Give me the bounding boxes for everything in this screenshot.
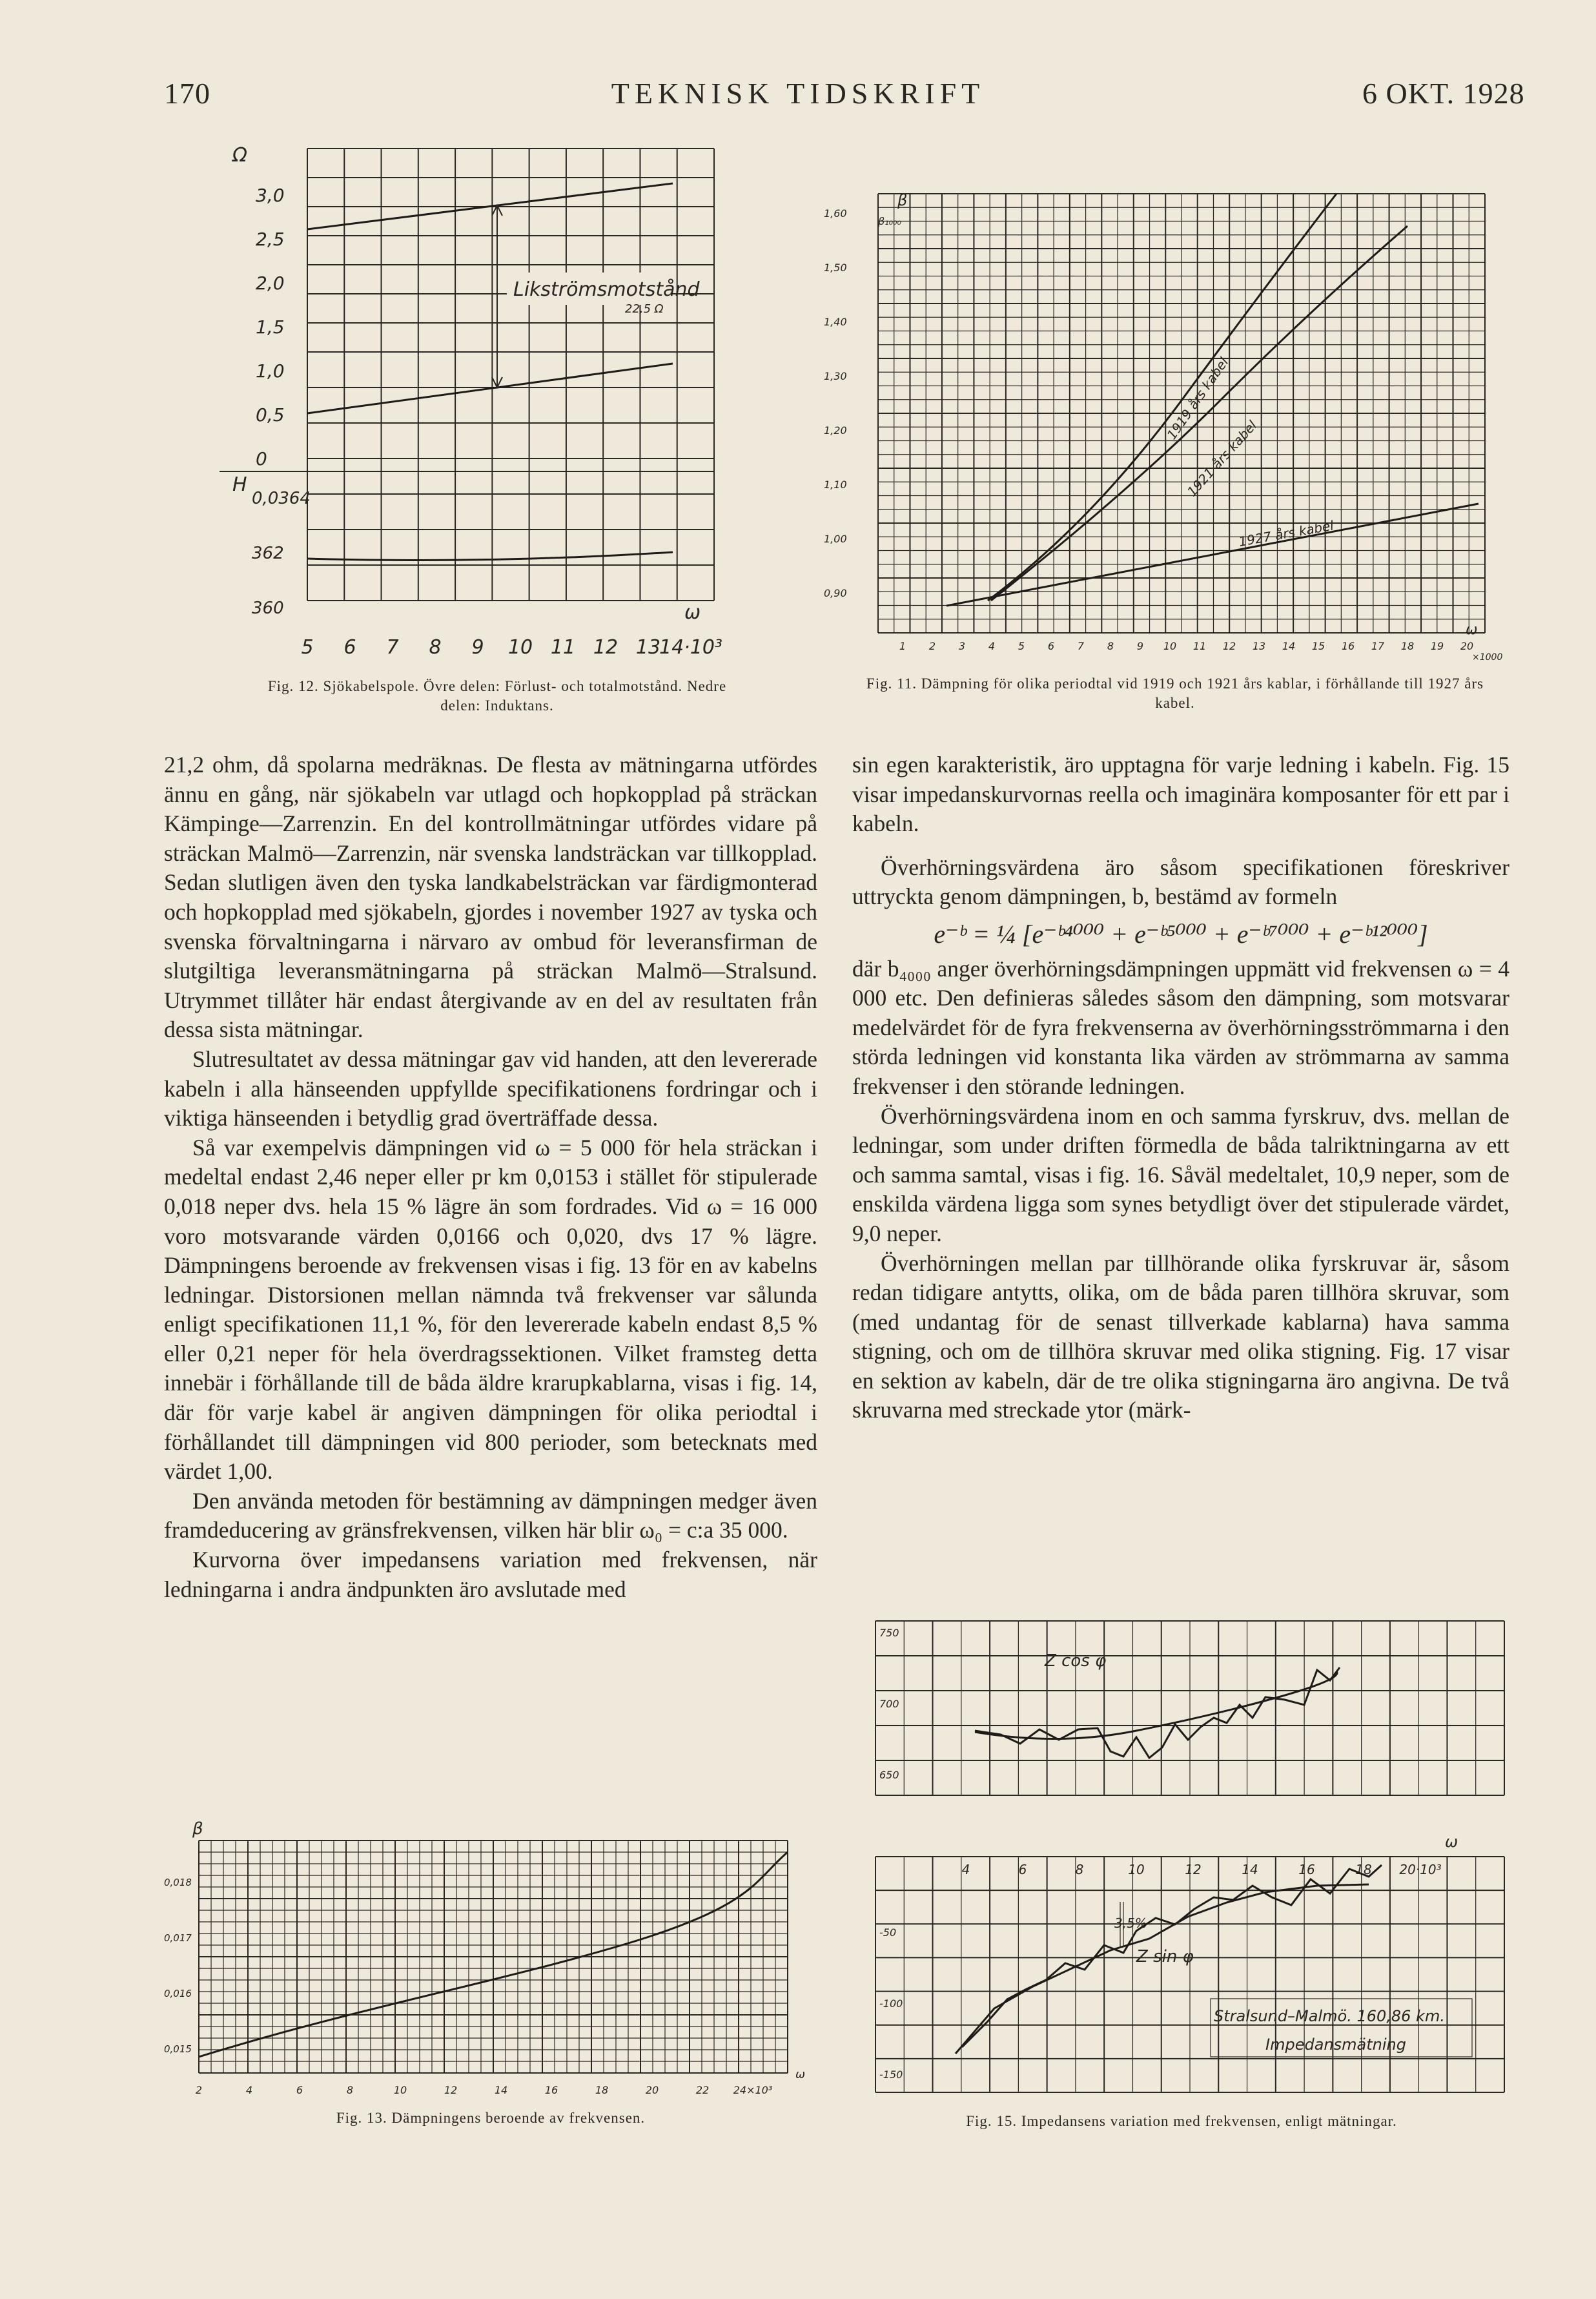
fig12-lower-tick: 0,0364 xyxy=(252,489,311,508)
fig11-x-tick: 5 xyxy=(1018,640,1025,652)
fig13-x-tick: 12 xyxy=(444,2084,458,2096)
right-column xyxy=(852,750,1509,1425)
crosstalk-formula: e⁻ᵇ = ¼ [e⁻ᵇ⁴⁰⁰⁰ + e⁻ᵇ⁵⁰⁰⁰ + e⁻ᵇ⁷⁰⁰⁰ + e⁻ᵇ¹²⁰⁰⁰] xyxy=(934,919,1428,949)
fig12-caption: Fig. 12. Sjökabelspole. Övre delen: Förlust- och totalmotstånd. Nedre delen: Induktans. xyxy=(267,678,727,714)
fig13-x-tick: 8 xyxy=(346,2084,354,2096)
fig15-upper-tick: 750 xyxy=(879,1627,899,1639)
fig11-x-tick: 7 xyxy=(1077,640,1085,652)
fig11-x-tick: 8 xyxy=(1107,640,1114,652)
fig13-y-tick: 0,016 xyxy=(164,1988,192,1999)
fig11-y-tick: 1,10 xyxy=(824,479,847,491)
fig11-x-unit: ω xyxy=(1466,622,1478,638)
journal-title: TEKNISK TIDSKRIFT xyxy=(611,77,985,110)
fig15-lower-tick: -50 xyxy=(879,1926,897,1939)
fig15-caption: Fig. 15. Impedansens variation med frekvensen, enligt mätningar. xyxy=(966,2113,1397,2129)
fig12-x-tick: 13 xyxy=(635,636,661,659)
fig15-x-tick: 6 xyxy=(1018,1862,1027,1877)
left-paragraph-5: Kurvorna över impedansens variation med frekvensen, när ledningarna i andra ändpunkten äro avslutade med xyxy=(164,1547,817,1602)
fig11-x-tick: 14 xyxy=(1282,640,1296,652)
fig15-x-tick: 10 xyxy=(1128,1862,1145,1877)
left-column xyxy=(164,750,817,1604)
fig11-x-tick: 20 xyxy=(1460,640,1474,652)
grid-lines xyxy=(307,149,714,352)
fig11-y-tick: 1,00 xyxy=(824,533,847,545)
fig15-x-tick: 18 xyxy=(1355,1862,1372,1877)
fig15-x-tick: 20·10³ xyxy=(1399,1862,1442,1877)
fig12-x-tick: 7 xyxy=(386,636,399,659)
fig12-x-tick: 14·10³ xyxy=(659,636,722,659)
fig13-x-tick: 14 xyxy=(494,2084,508,2096)
fig15-x-tick: 8 xyxy=(1075,1862,1084,1877)
fig11-series-1921: 1921 års kabel xyxy=(1183,417,1260,500)
fig11-series-1919: 1919 års kabel xyxy=(1163,355,1232,442)
fig13-x-tick: 18 xyxy=(595,2084,609,2096)
fig15-x-tick: 4 xyxy=(961,1862,970,1877)
fig15-x-unit: ω xyxy=(1445,1833,1458,1851)
fig12-upper-tick: 3,0 xyxy=(256,185,285,206)
fig13-chart xyxy=(161,1815,826,2099)
fig11-x-tick: 13 xyxy=(1252,640,1266,652)
left-paragraph-2: Slutresultatet av dessa mätningar gav vid handen, att den levererade kabeln i alla hänseenden uppfyllde specifikationens fordringar och i viktiga hänseenden i betydlig grad överträffade dessa. xyxy=(164,1046,817,1131)
fig12-x-unit: ω xyxy=(684,601,701,624)
fig11-y-tick: 1,20 xyxy=(824,424,847,437)
fig11-y-label: β xyxy=(897,191,908,209)
page-number: 170 xyxy=(164,77,210,110)
fig12-x-tick: 5 xyxy=(301,636,314,659)
fig11-x-tick: 3 xyxy=(958,640,966,652)
fig13-x-tick: 20 xyxy=(645,2084,659,2096)
fig12-upper-tick: 1,0 xyxy=(256,360,285,382)
fig15-label-pct: 3,5% xyxy=(1114,1915,1147,1931)
grid-lines xyxy=(875,1621,1504,1795)
fig11-x-tick: 2 xyxy=(928,640,936,652)
fig15-upper-tick: 700 xyxy=(879,1698,899,1710)
fig12-x-tick: 9 xyxy=(471,636,484,659)
fig13-caption: Fig. 13. Dämpningens beroende av frekvensen. xyxy=(336,2110,646,2126)
fig12-annotation: Likströmsmotstånd xyxy=(513,278,700,301)
fig11-x-tick: 18 xyxy=(1400,640,1415,652)
left-paragraph-1: 21,2 ohm, då spolarna medräknas. De flesta av mätningarna utfördes ännu en gång, när sjökabeln var utlagd och hopkopplad på sträckan Kämpinge—Zarrenzin. En del kontrollmätningar utfördes vidare på sträckan Malmö—Zarrenzin, när svenska landsträckan var tillkopplad. Sedan slutligen även den tyska landkabelsträckan var färdigmonterad och hopkopplad med sjökabeln, gjordes i november 1927 av tyska och svenska förvaltningarna i närvaro av ombud för leveransfirman de slutgiltiga leveransmätningarna på sträckan Malmö—Stralsund. Utrymmet tillåter här endast återgivande av en del av resultaten från dessa sista mätningar. xyxy=(164,752,817,1043)
fig13-x-tick: 16 xyxy=(544,2084,558,2096)
fig12-upper-unit: Ω xyxy=(232,144,247,167)
fig11-x-tick: 15 xyxy=(1311,640,1325,652)
fig15-x-tick: 14 xyxy=(1242,1862,1258,1877)
fig15-x-tick: 12 xyxy=(1185,1862,1202,1877)
fig11-y-tick: 0,90 xyxy=(824,587,847,599)
fig12-chart xyxy=(213,116,742,672)
fig11-x-tick: 11 xyxy=(1192,640,1207,652)
fig13-y-tick: 0,017 xyxy=(164,1932,192,1944)
fig11-series-1927: 1927 års kabel xyxy=(1237,517,1335,550)
fig11-y-tick: 1,50 xyxy=(824,262,847,274)
fig13-y-label: β xyxy=(192,1819,203,1839)
fig12-x-tick: 11 xyxy=(550,636,576,659)
fig15-label-sin: Z sin φ xyxy=(1136,1947,1194,1966)
fig11-caption: Fig. 11. Dämpning för olika periodtal vid 1919 och 1921 års kablar, i förhållande till 1927 års kabel. xyxy=(866,675,1484,711)
fig15-upper-tick: 650 xyxy=(879,1769,899,1781)
fig11-y-sub: β₁₀₀₀ xyxy=(878,215,901,227)
fig13-x-tick: 24×10³ xyxy=(733,2084,773,2096)
fig11-y-tick: 1,30 xyxy=(824,370,847,382)
right-paragraph-4: Överhörningsvärdena inom en och samma fyrskruv, dvs. mellan de ledningar, som under driften förmedla de båda talriktningarna av ett och samma samtal, visas i fig. 16. Såväl medeltalet, 10,9 neper, som de enskilda värdena ligga som synes betydligt över det stipulerade värdet, 9,0 neper. xyxy=(852,1102,1509,1246)
fig13-y-tick: 0,018 xyxy=(164,1877,192,1888)
fig13-y-tick: 0,015 xyxy=(164,2043,192,2055)
fig11-y-tick: 1,40 xyxy=(824,316,847,328)
fig12-x-tick: 12 xyxy=(593,636,619,659)
right-paragraph-2: Överhörningsvärdena äro såsom specifikationen föreskriver uttryckta genom dämpningen, b, bestämd av formeln xyxy=(852,854,1509,910)
fig13-x-tick: 4 xyxy=(245,2084,253,2096)
fig11-y-tick: 1,60 xyxy=(824,207,847,220)
left-paragraph-4: Den använda metoden för bestämning av dämpningen medger även framdeducering av gränsfrekvensen, vilken här blir ω₀ = c:a 35 000. xyxy=(164,1487,817,1543)
fig11-x-tick: 6 xyxy=(1047,640,1055,652)
fig12-annotation-value: 22,5 Ω xyxy=(625,302,664,316)
fig13-x-tick: 10 xyxy=(393,2084,407,2096)
fig12-upper-tick: 2,5 xyxy=(256,229,285,250)
fig15-chart xyxy=(865,1608,1517,2112)
right-paragraph-5: Överhörningen mellan par tillhörande olika fyrskruvar är, såsom redan tidigare antytts, olika, om de båda paren tillhöra skruvar, som (med undantag för de senast tillverkade kablarna) hava samma stigning, och om de tillhöra skruvar med olika stigning. Fig. 17 visar en sektion av kabeln, där de tre olika stigningarna äro angivna. De två skruvarna med streckade ytor (märk- xyxy=(852,1250,1509,1423)
fig13-x-tick: 6 xyxy=(296,2084,303,2096)
fig11-x-tick: 12 xyxy=(1222,640,1236,652)
fig12-upper-tick: 1,5 xyxy=(256,316,285,338)
fig12-x-tick: 6 xyxy=(343,636,356,659)
fig11-x-mult: ×1000 xyxy=(1472,652,1503,663)
fig15-legend-2: Impedansmätning xyxy=(1265,2036,1406,2054)
fig12-lower-tick: 362 xyxy=(252,544,284,563)
fig11-x-tick: 4 xyxy=(988,640,996,652)
fig11-x-tick: 17 xyxy=(1371,640,1385,652)
fig13-x-unit: ω xyxy=(795,2068,806,2081)
right-paragraph-3: där b₄₀₀₀ anger överhörningsdämpningen uppmätt vid frekvensen ω = 4 000 etc. Den definieras således såsom den dämpning, som motsvarar medelvärdet för de fyra frekvenserna av överhörningsströmmarna i den störda ledningen vid konstanta lika värden av strömmarna av samma frekvenser i den störande ledningen. xyxy=(852,955,1509,1099)
fig13-x-tick: 22 xyxy=(695,2084,710,2096)
fig13-x-tick: 2 xyxy=(195,2084,203,2096)
fig11-chart xyxy=(820,187,1530,685)
fig11-x-tick: 16 xyxy=(1341,640,1355,652)
fig12-x-tick: 10 xyxy=(507,636,533,659)
fig12-upper-tick: 0 xyxy=(256,448,267,469)
fig15-label-cos: Z cos φ xyxy=(1045,1651,1107,1671)
fig15-x-tick: 16 xyxy=(1298,1862,1315,1877)
grid-lines xyxy=(307,352,714,601)
fig12-upper-tick: 0,5 xyxy=(256,404,285,426)
fig11-x-tick: 1 xyxy=(899,640,906,652)
fig12-x-tick: 8 xyxy=(429,636,442,659)
fig15-legend-1: Stralsund–Malmö. 160,86 km. xyxy=(1214,2007,1445,2025)
fig12-upper-tick: 2,0 xyxy=(256,273,285,294)
fig11-x-tick: 19 xyxy=(1430,640,1444,652)
fig12-lower-tick: 360 xyxy=(252,599,284,618)
fig11-x-tick: 9 xyxy=(1136,640,1144,652)
issue-date: 6 OKT. 1928 xyxy=(1362,77,1525,110)
left-paragraph-3: Så var exempelvis dämpningen vid ω = 5 000 för hela sträckan i medeltal endast 2,46 neper eller pr km 0,0153 i stället för stipulerade 0,018 neper dvs. hela 15 % lägre än som fordrades. Vid ω = 16 000 voro motsvarande värden 0,0166 och 0,020, dvs 17 % lägre. Dämpningens beroende av frekvensen visas i fig. 13 för en av kabelns ledningar. Distorsionen mellan nämnda två frekvenser var sålunda enligt specifikationen 11,1 %, för den levererade kabeln endast 8,5 % eller 0,21 neper för hela överdragssektionen. Vilket framsteg detta innebär i förhållande till de båda äldre krarupkablarna, visas i fig. 14, där för varje kabel är angiven dämpningen för olika periodtal i förhållandet till dämpningen vid 800 perioder, som betecknats med värdet 1,00. xyxy=(164,1134,817,1485)
fig15-lower-tick: -150 xyxy=(879,2068,903,2081)
fig11-x-tick: 10 xyxy=(1163,640,1177,652)
fig12-lower-unit: H xyxy=(232,473,247,496)
fig15-lower-tick: -100 xyxy=(879,1997,903,2010)
right-paragraph-1: sin egen karakteristik, äro upptagna för varje ledning i kabeln. Fig. 15 visar impedanskurvornas reella och imaginära komposanter för ett par i kabeln. xyxy=(852,752,1509,837)
